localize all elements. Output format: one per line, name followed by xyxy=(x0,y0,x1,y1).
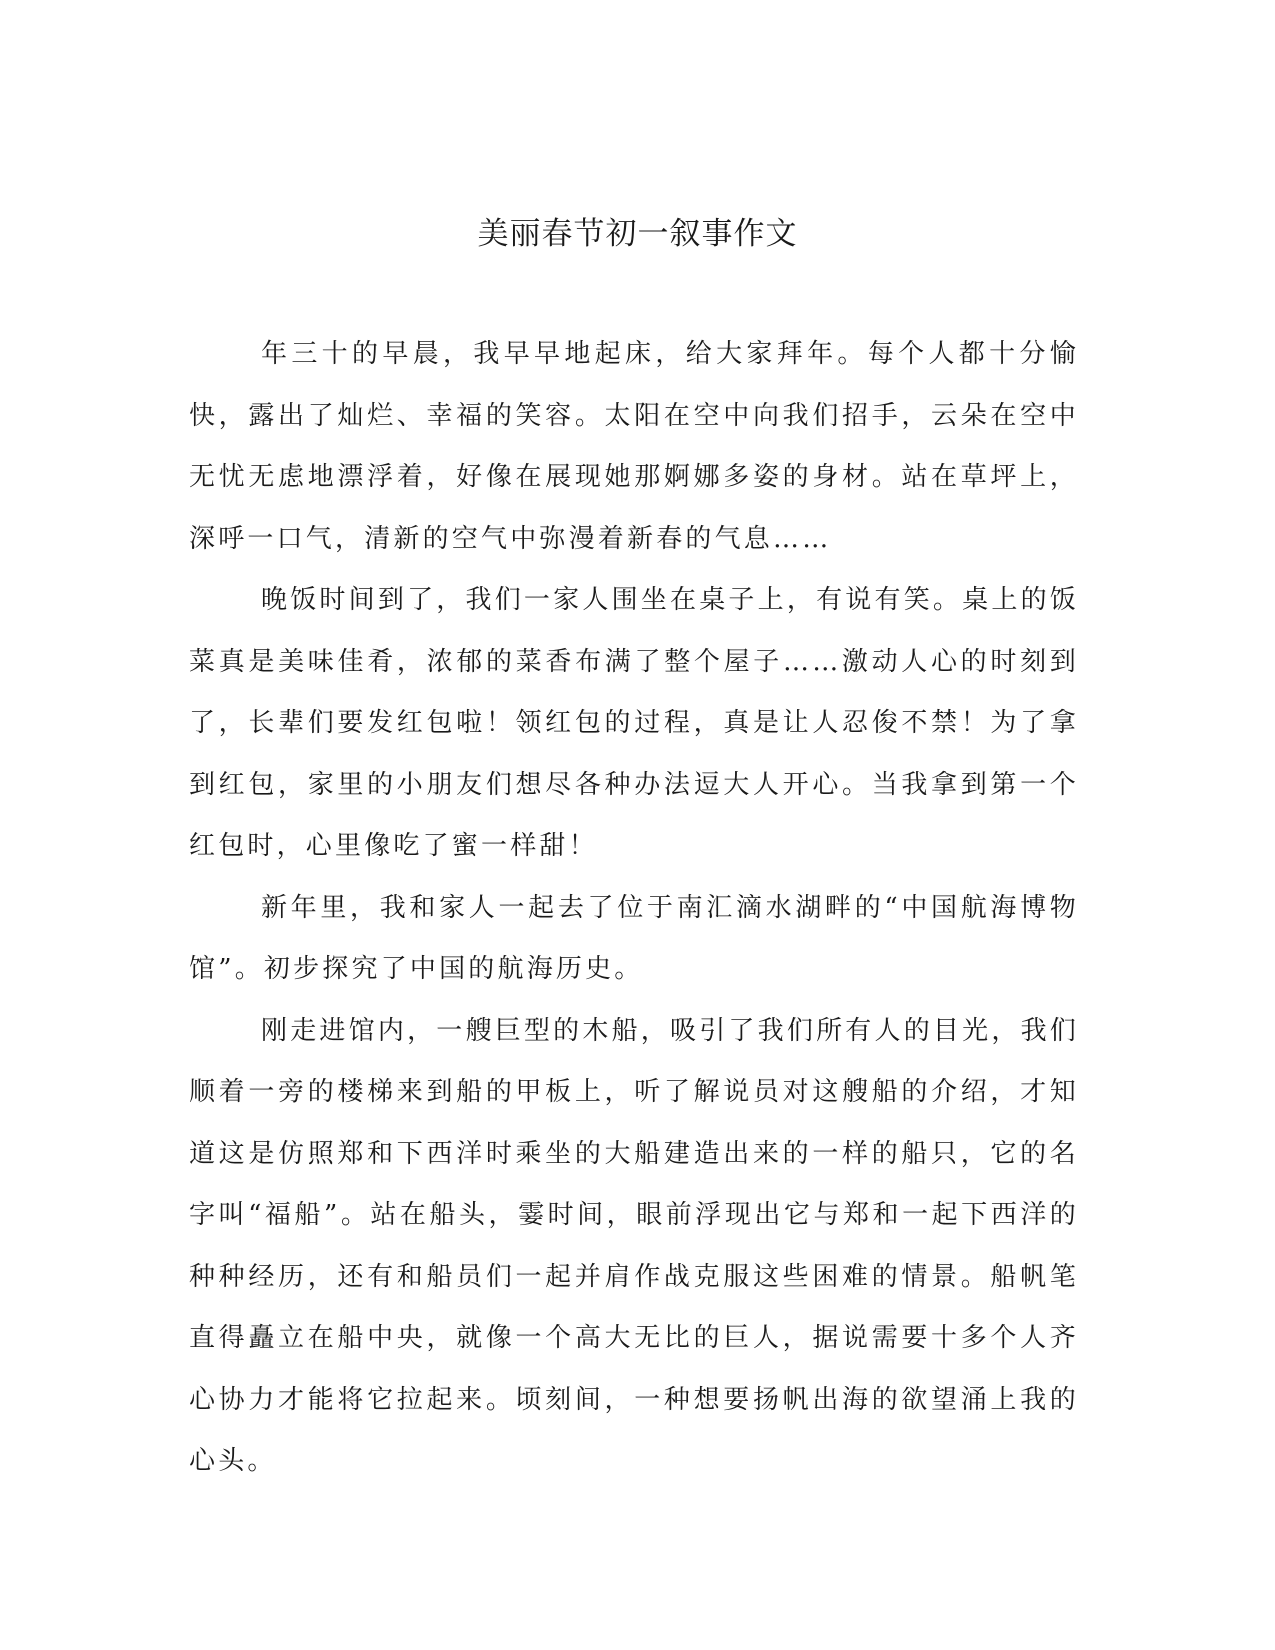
paragraph-1: 年三十的早晨，我早早地起床，给大家拜年。每个人都十分愉快，露出了灿烂、幸福的笑容。太阳在空中向我们招手，云朵在空中无忧无虑地漂浮着，好像在展现她那婀娜多姿的身材。站在草坪上，深呼一口气，清新的空气中弥漫着新春的气息…… xyxy=(189,339,1079,554)
paragraph-2: 晚饭时间到了，我们一家人围坐在桌子上，有说有笑。桌上的饭菜真是美味佳肴，浓郁的菜香布满了整个屋子……激动人心的时刻到了，长辈们要发红包啦！领红包的过程，真是让人忍俊不禁！为了拿到红包，家里的小朋友们想尽各种办法逗大人开心。当我拿到第一个红包时，心里像吃了蜜一样甜！ xyxy=(189,585,1079,861)
document-body xyxy=(189,324,1079,1493)
document-title: 美丽春节初一叙事作文 xyxy=(477,216,798,252)
paragraph-4: 刚走进馆内，一艘巨型的木船，吸引了我们所有人的目光，我们顺着一旁的楼梯来到船的甲板上，听了解说员对这艘船的介绍，才知道这是仿照郑和下西洋时乘坐的大船建造出来的一样的船只，它的名字叫“福船”。站在船头，霎时间，眼前浮现出它与郑和一起下西洋的种种经历，还有和船员们一起并肩作战克服这些困难的情景。船帆笔直得矗立在船中央，就像一个高大无比的巨人，据说需要十多个人齐心协力才能将它拉起来。顷刻间，一种想要扬帆出海的欲望涌上我的心头。 xyxy=(189,1015,1079,1476)
paragraph-3: 新年里，我和家人一起去了位于南汇滴水湖畔的“中国航海博物馆”。初步探究了中国的航海历史。 xyxy=(189,892,1079,984)
